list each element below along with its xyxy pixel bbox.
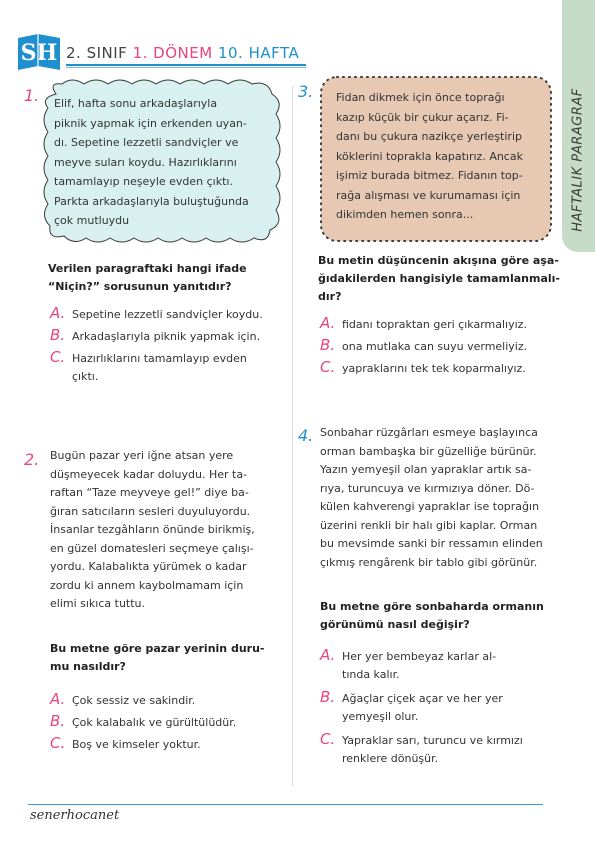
question-number: 2. (24, 450, 40, 469)
q4-options (320, 648, 523, 768)
option-a[interactable]: A. Çok sessiz ve sakindir. (50, 690, 196, 708)
option-c[interactable]: C. Boş ve kimseler yoktur. (50, 734, 201, 752)
q3-options (320, 316, 527, 378)
option-c[interactable]: C. Hazırlıklarını tamamlayıp evden çıktı. (50, 348, 247, 383)
option-a[interactable]: A. Sepetine lezzetli sandviçler koydu. (50, 304, 263, 322)
grade-label: 2. SINIF (66, 44, 128, 62)
q4-passage: Sonbahar rüzgârları esmeye başlayınca orman bambaşka bir güzelliğe bürünür. Yazın yemyeşil olan yapraklar artık sa- rıya, turuncuya ve kırmızıya döner. Dö- külen kahverengi yapraklar ise toprağın üzerini renkli bir halı gibi kaplar. Orman bu mevsimde sanki bir ressamın elinden çıkmış rengârenk bir tablo gibi görünür. (320, 426, 543, 569)
term-label: 1. DÖNEM (132, 44, 213, 62)
q1-passage: Elif, hafta sonu arkadaşlarıyla piknik yapmak için erkenden uyan- dı. Sepetine lezzetli sandviçler ve meyve suları koydu. Hazırlıklarını tamamlayıp neşeyle evden çıktı. Parkta arkadaşlarıyla buluştuğunda çok mutluydu (54, 97, 249, 227)
option-a[interactable]: A. fidanı topraktan geri çıkarmalıyız. (320, 314, 527, 332)
logo-text: SH (20, 40, 58, 66)
header-rule-thin (66, 67, 306, 68)
footer-signature: senerhocanet (30, 808, 120, 823)
option-b[interactable]: B. ona mutlaka can suyu vermeliyiz. (320, 336, 528, 354)
option-a[interactable]: A. Her yer bembeyaz karlar al- tında kalır. (320, 646, 497, 681)
logo (14, 32, 64, 72)
q1-options (50, 306, 263, 386)
page-header (66, 44, 299, 62)
question-number: 4. (298, 426, 314, 445)
q2-passage: Bugün pazar yeri iğne atsan yere düşmeyecek kadar doluydu. Her ta- raftan “Taze meyveye gel!” diye ba- ğıran satıcıların sesleri duyuluyordu. İnsanlar tezgâhların önünde birikmiş, en güzel domatesleri seçmeye çalışı- yordu. Kalabalıkta yürümek o kadar zordu ki annem kaybolmamam için elimi sıkıca tuttu. (50, 449, 255, 610)
q3-question: Bu metin düşüncenin akışına göre aşa- ğıdakilerden hangisiyle tamamlanmalı- dır? (318, 254, 560, 303)
q4-question: Bu metne göre sonbaharda ormanın görünümü nasıl değişir? (320, 600, 544, 631)
option-b[interactable]: B. Arkadaşlarıyla piknik yapmak için. (50, 326, 261, 344)
header-rule (66, 64, 306, 66)
q2-options (50, 692, 236, 754)
option-c[interactable]: C. Yapraklar sarı, turuncu ve kırmızı renklere dönüşür. (320, 730, 523, 765)
question-number: 3. (298, 82, 314, 101)
column-divider (292, 86, 293, 786)
option-c[interactable]: C. yapraklarını tek tek koparmalıyız. (320, 358, 526, 376)
week-label: 10. HAFTA (217, 44, 300, 62)
option-b[interactable]: B. Ağaçlar çiçek açar ve her yer yemyeşil olur. (320, 688, 503, 723)
option-b[interactable]: B. Çok kalabalık ve gürültülüdür. (50, 712, 237, 730)
question-number: 1. (24, 86, 40, 105)
q2-question: Bu metne göre pazar yerinin duru- mu nasıldır? (50, 642, 265, 673)
q3-passage: Fidan dikmek için önce toprağı kazıp küçük bir çukur açarız. Fi- danı bu çukura nazikçe yerleştirip köklerini toprakla kapatırız. Ancak işimiz burada bitmez. Fidanın top- rağa alışması ve kurumaması için dikimden hemen sonra... (336, 91, 523, 221)
q1-question: Verilen paragraftaki hangi ifade “Niçin?” sorusunun yanıtıdır? (48, 262, 247, 293)
footer-rule (28, 804, 543, 805)
side-title: HAFTALIK PARAGRAF (570, 88, 586, 232)
